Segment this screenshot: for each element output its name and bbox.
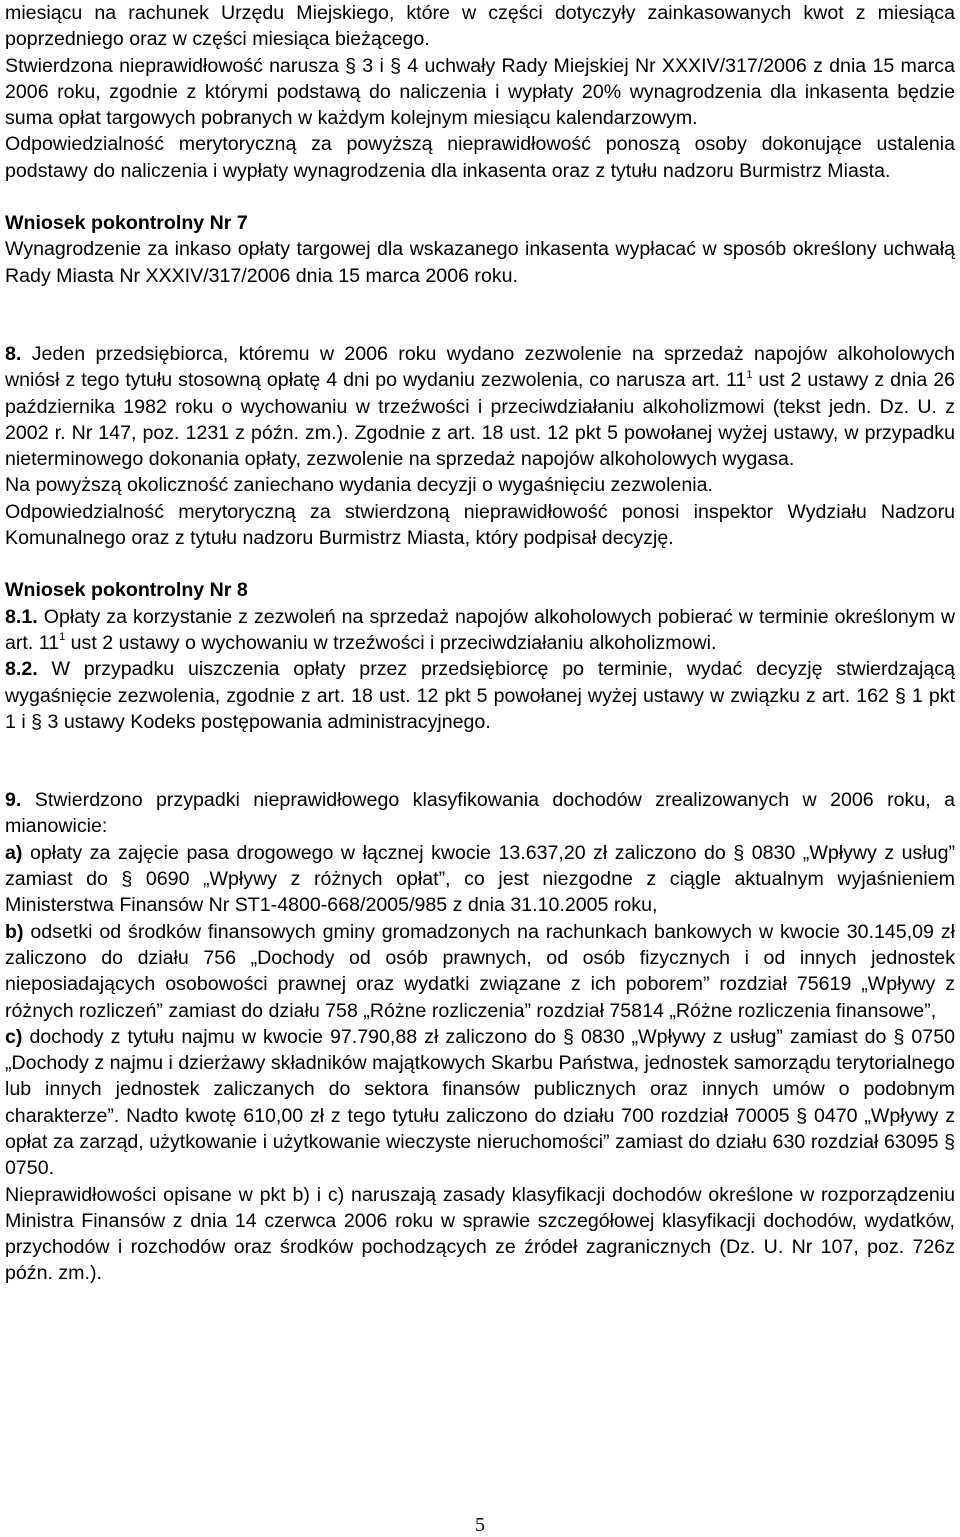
section-9-item-a [5, 840, 955, 919]
wniosek-8-item-1 [5, 604, 955, 657]
section-9-number: 9. [5, 789, 22, 812]
section-9-closing: Nieprawidłowości opisane w pkt b) i c) naruszają zasady klasyfikacji dochodów określone w rozporządzeniu Ministra Finansów z dnia 14 czerwca 2006 roku w sprawie szczegółowej klasyfikacji dochodów, wydatków, przychodów i rozchodów oraz środków pochodzących ze źródeł zagranicznych (Dz. U. Nr 107, poz. 726z późn. zm.). [5, 1183, 955, 1285]
intro-paragraph-3: Odpowiedzialność merytoryczną za powyższą nieprawidłowość ponoszą osoby dokonujące ustalenia podstawy do naliczenia i wypłaty wynagrodzenia dla inkasenta oraz z tytułu nadzoru Burmistrz Miasta. [5, 133, 955, 182]
section-9-intro [5, 787, 955, 840]
wniosek-7-heading: Wniosek pokontrolny Nr 7 [5, 212, 248, 235]
section-9-item-c-label: c) [5, 1025, 23, 1048]
wniosek-7-text: Wynagrodzenie za inkaso opłaty targowej dla wskazanego inkasenta wypłacać w sposób określony uchwałą Rady Miasta Nr XXXIV/317/2006 dnia 15 marca 2006 roku. [5, 238, 955, 287]
section-9-item-c [5, 1024, 955, 1182]
wniosek-8-item-1-superscript: 1 [59, 631, 66, 644]
page-number: 5 [475, 1514, 485, 1536]
section-9 [5, 787, 955, 1287]
wniosek-8-item-1-number: 8.1. [5, 605, 38, 628]
section-8-superscript: 1 [746, 368, 753, 381]
section-9-item-b-text: odsetki od środków finansowych gminy gromadzonych na rachunkach bankowych w kwocie 30.145,09 zł zaliczono do działu 756 „Dochody od osób prawnych, od osób fizycznych i od innych jednostek nieposiadających osobowości prawnej oraz wydatki związane z ich poborem” rozdział 75619 „Wpływy z różnych rozliczeń” zamiast do działu 758 „Różne rozliczenia” rozdział 75814 „Różne rozliczenia finansowe”, [5, 920, 955, 1022]
section-9-item-a-text: opłaty za zajęcie pasa drogowego w łącznej kwocie 13.637,20 zł zaliczono do § 0830 „Wpływy z usług” zamiast do § 0690 „Wpływy z różnych opłat”, co jest niezgodne z ciągle aktualnym wyjaśnieniem Ministerstwa Finansów Nr ST1-4800-668/2005/985 z dnia 31.10.2005 roku, [5, 841, 955, 917]
section-9-intro-text: Stwierdzono przypadki nieprawidłowego klasyfikowania dochodów zrealizowanych w 2006 roku, a mianowicie: [5, 789, 955, 838]
section-8-number: 8. [5, 342, 22, 365]
spacer [5, 289, 955, 341]
spacer [5, 551, 955, 577]
wniosek-8-section [5, 577, 955, 735]
spacer [5, 735, 955, 787]
wniosek-8-item-1-text-a: Opłaty za korzystanie z zezwoleń na sprzedaż napojów alkoholowych pobierać w terminie określonym w art. 11 [5, 605, 955, 654]
spacer [5, 184, 955, 210]
section-9-item-c-text: dochody z tytułu najmu w kwocie 97.790,88 zł zaliczono do § 0830 „Wpływy z usług” zamiast do § 0750 „Dochody z najmu i dzierżawy składników majątkowych Skarbu Państwa, jednostek samorządu terytorialnego lub innych jednostek zaliczanych do sektora finansów publicznych oraz innych umów o podobnym charakterze”. Nadto kwotę 610,00 zł z tego tytułu zaliczono do działu 700 rozdział 70005 § 0470 „Wpływy z opłat za zarząd, użytkowanie i użytkowanie wieczyste nieruchomości” zamiast do działu 630 rozdział 63095 § 0750. [5, 1025, 955, 1180]
intro-paragraph-2: Stwierdzona nieprawidłowość narusza § 3 i § 4 uchwały Rady Miejskiej Nr XXXIV/317/2006 z dnia 15 marca 2006 roku, zgodnie z którymi podstawą do naliczenia i wypłaty 20% wynagrodzenia dla inkasenta będzie suma opłat targowych pobranych w każdym kolejnym miesiącu kalendarzowym. [5, 54, 955, 130]
section-8-text-b: ust 2 ustawy z dnia 26 października 1982 roku o wychowaniu w trzeźwości i przeciwdziałaniu alkoholizmowi (tekst jedn. Dz. U. z 2002 r. Nr 147, poz. 1231 z późn. zm.). Zgodnie z art. 18 ust. 12 pkt 5 powołanej wyżej ustawy, w przypadku nieterminowego dokonania opłaty, zezwolenie na sprzedaż napojów alkoholowych wygasa. [5, 369, 955, 471]
wniosek-8-heading: Wniosek pokontrolny Nr 8 [5, 579, 248, 602]
wniosek-8-item-1-text-b: ust 2 ustawy o wychowaniu w trzeźwości i przeciwdziałaniu alkoholizmowi. [65, 631, 717, 654]
intro-paragraph-1: miesiącu na rachunek Urzędu Miejskiego, które w części dotyczyły zainkasowanych kwot z miesiąca poprzedniego oraz w części miesiąca bieżącego. [5, 2, 955, 51]
section-9-item-a-label: a) [5, 841, 23, 864]
section-8-paragraph-3: Odpowiedzialność merytoryczną za stwierdzoną nieprawidłowość ponosi inspektor Wydziału Nadzoru Komunalnego oraz z tytułu nadzoru Burmistrz Miasta, który podpisał decyzję. [5, 500, 955, 550]
section-8-paragraph-2: Na powyższą okoliczność zaniechano wydania decyzji o wygaśnięciu zezwolenia. [5, 474, 713, 497]
section-9-item-b [5, 919, 955, 1024]
section-9-item-b-label: b) [5, 920, 24, 943]
wniosek-7-section [5, 210, 955, 289]
wniosek-8-item-2-text: W przypadku uiszczenia opłaty przez przedsiębiorcę po terminie, wydać decyzję stwierdzającą wygaśnięcie zezwolenia, zgodnie z art. 18 ust. 12 pkt 5 powołanej wyżej ustawy w związku z art. 162 § 1 pkt 1 i § 3 ustawy Kodeks postępowania administracyjnego. [5, 658, 955, 733]
wniosek-8-item-2 [5, 656, 955, 735]
section-8 [5, 341, 955, 551]
section-8-paragraph-1 [5, 341, 955, 472]
wniosek-8-item-2-number: 8.2. [5, 658, 38, 681]
intro-section [5, 0, 955, 184]
section-8-text-a: Jeden przedsiębiorca, któremu w 2006 roku wydano zezwolenie na sprzedaż napojów alkoholowych wniósł z tego tytułu stosowną opłatę 4 dni po wydaniu zezwolenia, co narusza art. 11 [5, 342, 955, 392]
document-page [5, 0, 955, 1287]
